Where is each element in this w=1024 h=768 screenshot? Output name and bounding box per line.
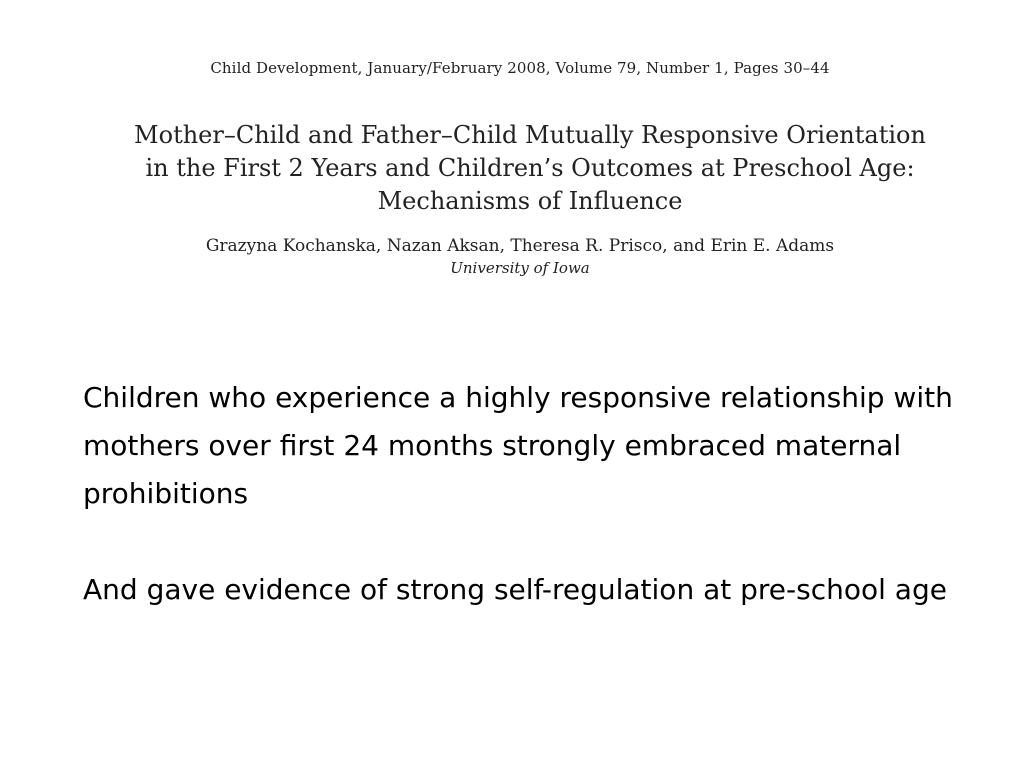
article-title-line: in the First 2 Years and Children’s Outcomes at Preschool Age:	[145, 154, 915, 182]
article-title-line: Mother–Child and Father–Child Mutually Responsive Orientation	[134, 121, 926, 149]
journal-article-header	[0, 58, 1024, 277]
journal-citation-line: Child Development, January/February 2008, Volume 79, Number 1, Pages 30–44	[210, 59, 830, 77]
article-authors: Grazyna Kochanska, Nazan Aksan, Theresa R. Prisco, and Erin E. Adams	[205, 236, 835, 256]
slide-body	[83, 374, 963, 614]
article-title-line: Mechanisms of Influence	[377, 187, 683, 215]
body-paragraph: Children who experience a highly responsive relationship with mothers over first 24 months strongly embraced maternal prohibitions	[83, 381, 953, 510]
article-title	[0, 119, 1024, 218]
body-paragraph: And gave evidence of strong self-regulation at pre-school age	[83, 573, 947, 606]
author-affiliation: University of Iowa	[450, 259, 590, 277]
